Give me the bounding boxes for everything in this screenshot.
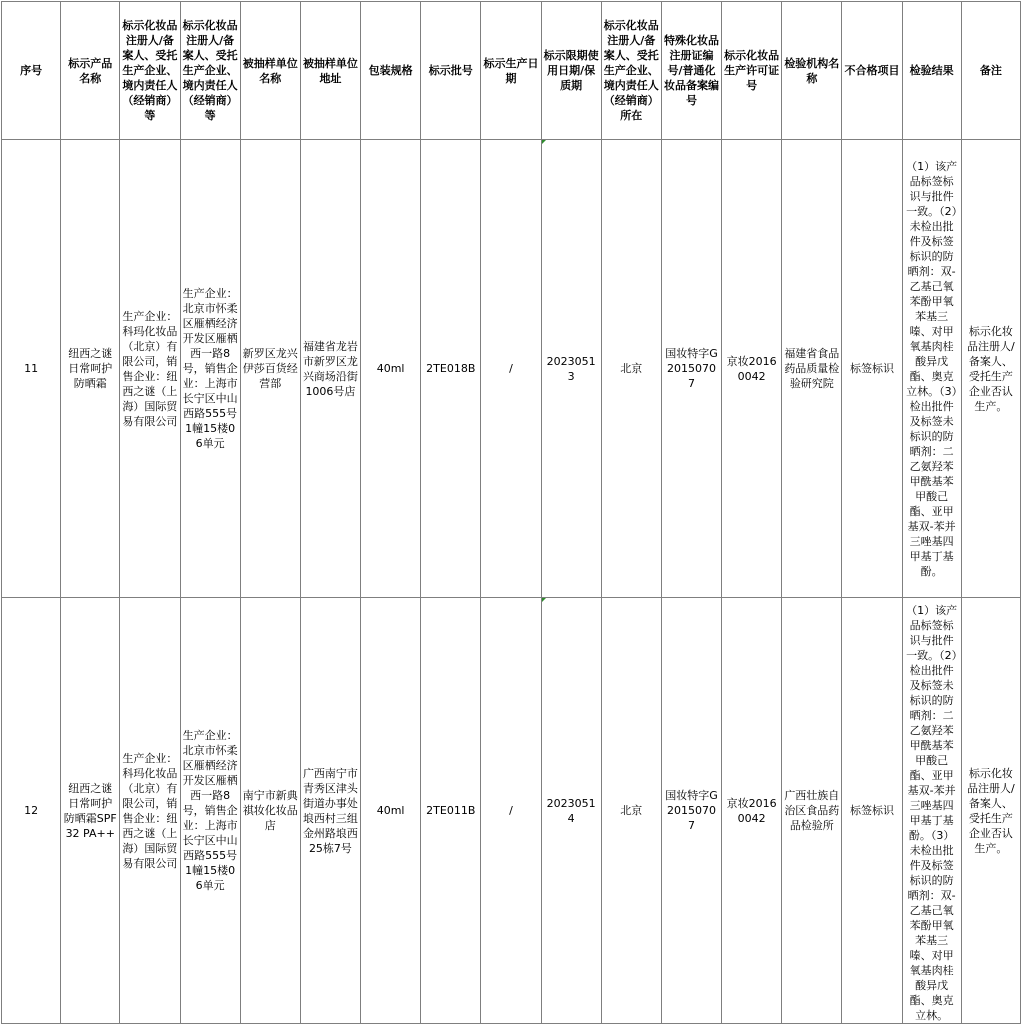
cell-inspector: 福建省食品药品质量检验研究院 — [782, 140, 842, 598]
cell-remark: 标示化妆品注册人/备案人、受托生产企业否认生产。 — [961, 140, 1020, 598]
header-cell-failed-item: 不合格项目 — [842, 2, 902, 140]
header-cell-sampled-address: 被抽样单位地址 — [300, 2, 360, 140]
header-cell-reg-no: 特殊化妆品注册证编号/普通化妆品备案编号 — [661, 2, 721, 140]
cell-company-address: 生产企业：北京市怀柔区雁栖经济开发区雁栖西一路8号，销售企业：上海市长宁区中山西路555号1幢15楼06单元 — [180, 140, 240, 598]
header-row — [2, 2, 1021, 140]
header-cell-remark: 备注 — [961, 2, 1020, 140]
header-cell-location: 标示化妆品注册人/备案人、受托生产企业、境内责任人（经销商）所在 — [601, 2, 661, 140]
cell-failed-item: 标签标识 — [842, 598, 902, 1024]
cell-batch: 2TE011B — [421, 598, 481, 1024]
header-cell-prod-date: 标示生产日期 — [481, 2, 541, 140]
cell-license: 京妆20160042 — [722, 598, 782, 1024]
header-cell-product: 标示产品名称 — [61, 2, 120, 140]
cell-location: 北京 — [601, 598, 661, 1024]
cell-result: （1）该产品标签标识与批件一致。（2）未检出批件及标签标识的防晒剂：双-乙基己氧苯酚甲氧苯基三嗪、对甲氧基肉桂酸异戊酯、奥克立林。（3）检出批件及标签未标识的防晒剂：二乙氨羟苯甲酰基苯甲酸己酯、亚甲基双-苯并三唑基四甲基丁基酚。 — [902, 140, 961, 598]
cell-product: 纽西之谜日常呵护防晒霜 — [61, 140, 120, 598]
cell-spec: 40ml — [361, 140, 421, 598]
header-cell-sampled-unit: 被抽样单位名称 — [240, 2, 300, 140]
cell-company: 生产企业：科玛化妆品（北京）有限公司，销售企业：纽西之谜（上海）国际贸易有限公司 — [120, 140, 180, 598]
header-cell-seq: 序号 — [2, 2, 61, 140]
cell-prod-date: / — [481, 140, 541, 598]
cell-sampled-unit: 南宁市新典祺妆化妆品店 — [240, 598, 300, 1024]
cell-location: 北京 — [601, 140, 661, 598]
table-row — [2, 598, 1021, 1024]
header-cell-license: 标示化妆品生产许可证号 — [722, 2, 782, 140]
cell-company: 生产企业：科玛化妆品（北京）有限公司，销售企业：纽西之谜（上海）国际贸易有限公司 — [120, 598, 180, 1024]
cell-sampled-address: 福建省龙岩市新罗区龙兴商场沿街1006号店 — [300, 140, 360, 598]
cell-inspector: 广西壮族自治区食品药品检验所 — [782, 598, 842, 1024]
cell-spec: 40ml — [361, 598, 421, 1024]
header-cell-result: 检验结果 — [902, 2, 961, 140]
header-cell-batch: 标示批号 — [421, 2, 481, 140]
cell-reg-no: 国妆特字G20150707 — [661, 140, 721, 598]
cell-seq: 11 — [2, 140, 61, 598]
header-cell-inspector: 检验机构名称 — [782, 2, 842, 140]
cell-seq: 12 — [2, 598, 61, 1024]
cell-sampled-address: 广西南宁市青秀区津头街道办事处埌西村三组金州路埌西25栋7号 — [300, 598, 360, 1024]
table-row — [2, 140, 1021, 598]
cell-license: 京妆20160042 — [722, 140, 782, 598]
cell-remark: 标示化妆品注册人/备案人、受托生产企业否认生产。 — [961, 598, 1020, 1024]
cell-reg-no: 国妆特字G20150707 — [661, 598, 721, 1024]
inspection-table — [1, 1, 1021, 1024]
cell-company-address: 生产企业：北京市怀柔区雁栖经济开发区雁栖西一路8号，销售企业：上海市长宁区中山西路555号1幢15楼06单元 — [180, 598, 240, 1024]
cell-result: （1）该产品标签标识与批件一致。（2）检出批件及标签未标识的防晒剂：二乙氨羟苯甲酰基苯甲酸己酯、亚甲基双-苯并三唑基四甲基丁基酚。（3）未检出批件及标签标识的防晒剂：双-乙基己氧苯酚甲氧苯基三嗪、对甲氧基肉桂酸异戊酯、奥克立林。 — [902, 598, 961, 1024]
cell-expiry: 20230514 — [541, 598, 601, 1024]
header-cell-expiry: 标示限期使用日期/保质期 — [541, 2, 601, 140]
cell-sampled-unit: 新罗区龙兴伊莎百货经营部 — [240, 140, 300, 598]
cell-prod-date: / — [481, 598, 541, 1024]
cell-product: 纽西之谜日常呵护防晒霜SPF32 PA++ — [61, 598, 120, 1024]
header-cell-company: 标示化妆品注册人/备案人、受托生产企业、境内责任人（经销商）等 — [120, 2, 180, 140]
cell-failed-item: 标签标识 — [842, 140, 902, 598]
cell-expiry: 20230513 — [541, 140, 601, 598]
header-cell-spec: 包装规格 — [361, 2, 421, 140]
header-cell-company-address: 标示化妆品注册人/备案人、受托生产企业、境内责任人（经销商）等 — [180, 2, 240, 140]
cell-batch: 2TE018B — [421, 140, 481, 598]
